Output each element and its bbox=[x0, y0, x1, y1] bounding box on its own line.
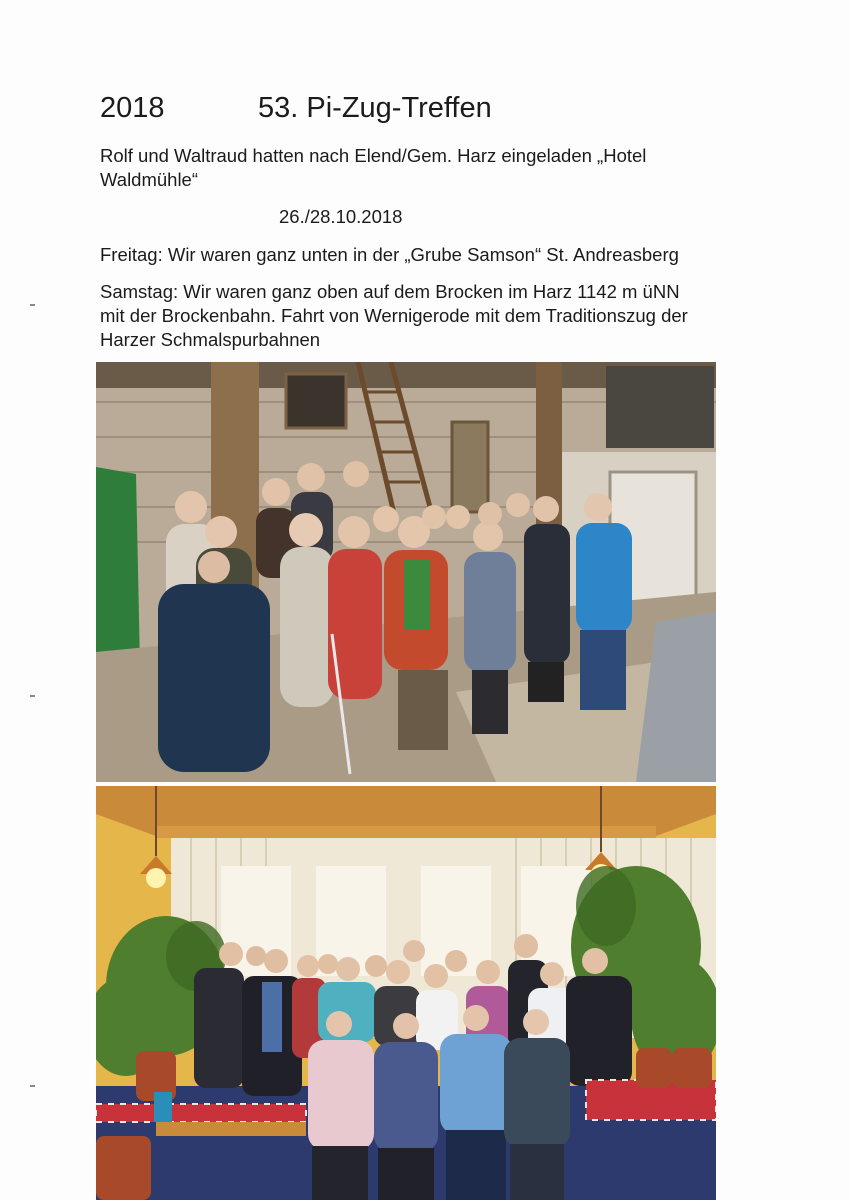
saturday-paragraph bbox=[100, 280, 800, 352]
scan-mark bbox=[30, 1085, 35, 1087]
heading-year: 2018 bbox=[100, 92, 165, 124]
heading-title: 53. Pi-Zug-Treffen bbox=[258, 92, 492, 124]
photo-mine-group bbox=[96, 362, 716, 782]
scan-mark bbox=[30, 304, 35, 306]
event-date: 26./28.10.2018 bbox=[279, 206, 403, 227]
saturday-line-1: Samstag: Wir waren ganz oben auf dem Brocken im Harz 1142 m üNN bbox=[100, 281, 680, 302]
friday-paragraph: Freitag: Wir waren ganz unten in der „Grube Samson“ St. Andreasberg bbox=[100, 244, 679, 265]
intro-line-2: Waldmühle“ bbox=[100, 169, 199, 190]
saturday-line-2: mit der Brockenbahn. Fahrt von Wernigerode mit dem Traditionszug der bbox=[100, 305, 688, 326]
intro-line-1: Rolf und Waltraud hatten nach Elend/Gem. Harz eingeladen „Hotel bbox=[100, 145, 647, 166]
saturday-line-3: Harzer Schmalspurbahnen bbox=[100, 329, 321, 350]
scan-mark bbox=[30, 695, 35, 697]
photo-dining-group bbox=[96, 786, 716, 1200]
intro-paragraph bbox=[100, 144, 750, 192]
